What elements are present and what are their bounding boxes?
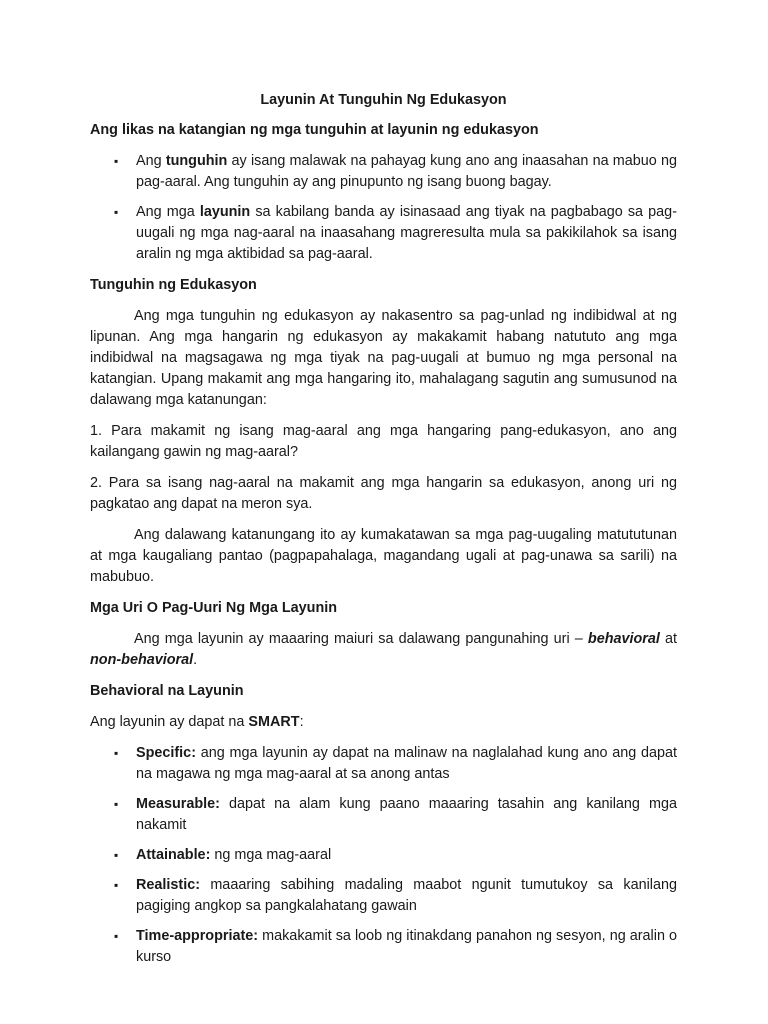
section-heading-behavioral: Behavioral na Layunin — [90, 683, 244, 699]
square-bullet-icon — [114, 875, 118, 897]
section-heading-mga-uri: Mga Uri O Pag-Uuri Ng Mga Layunin — [90, 600, 338, 616]
question-2: 2. Para sa isang nag-aaral na makamit ang mga hangarin sa edukasyon, anong uri ng pagkatao ang dapat na meron sya. — [90, 475, 677, 512]
square-bullet-icon — [114, 926, 118, 948]
question-1: 1. Para makamit ng isang mag-aaral ang mga hangaring pang-edukasyon, ano ang kailangang gawin ng mag-aaral? — [90, 423, 677, 460]
square-bullet-icon — [114, 845, 118, 867]
paragraph: Ang dalawang katanungang ito ay kumakatawan sa mga pag-uugaling matututunan at mga kaugaliang pantao (pagpapahalaga, magandang ugali at pag-unawa sa sarili) na mabubuo. — [90, 527, 677, 585]
bullet-list-definitions — [90, 151, 677, 265]
document-title: Layunin At Tunguhin Ng Edukasyon — [260, 92, 507, 108]
square-bullet-icon — [114, 743, 118, 765]
list-item: ▪ Ang mga layunin sa kabilang banda ay isinasaad ang tiyak na pagbabago sa pag-uugali ng mga nag-aaral na inaasahang magreresulta mula sa pakikilahok sa isang aralin ng mga aktibidad sa pag-aaral. — [90, 202, 677, 265]
list-item: ▪ Time-appropriate: makakamit sa loob ng itinakdang panahon ng sesyon, ng aralin o kurso — [90, 926, 677, 968]
section-heading-likas-na-katangian: Ang likas na katangian ng mga tunguhin at layunin ng edukasyon — [90, 122, 539, 138]
list-item: ▪ Specific: ang mga layunin ay dapat na malinaw na naglalahad kung ano ang dapat na magawa ng mga mag-aaral at sa anong antas — [90, 743, 677, 785]
square-bullet-icon — [114, 151, 118, 173]
section-heading-tunguhin: Tunguhin ng Edukasyon — [90, 277, 257, 293]
list-item: ▪ Measurable: dapat na alam kung paano maaaring tasahin ang kanilang mga nakamit — [90, 794, 677, 836]
square-bullet-icon — [114, 202, 118, 224]
list-item: ▪ Realistic: maaaring sabihing madaling maabot ngunit tumutukoy sa kanilang pagiging angkop sa pangkalahatang gawain — [90, 875, 677, 917]
square-bullet-icon — [114, 794, 118, 816]
document-page — [90, 90, 677, 978]
smart-intro: Ang layunin ay dapat na SMART: — [90, 714, 304, 730]
paragraph: Ang mga layunin ay maaaring maiuri sa dalawang pangunahing uri – behavioral at non-behavioral. — [90, 631, 678, 668]
paragraph: Ang mga tunguhin ng edukasyon ay nakasentro sa pag-unlad ng indibidwal at ng lipunan. Ang mga hangarin ng edukasyon ay makakamit habang natututo ang mga indibidwal na magsagawa ng mga tiyak na pag-uugali at bumuo ng mga personal na katangian. Upang makamit ang mga hangaring ito, mahalagang sagutin ang sumusunod na dalawang mga katanungan: — [90, 308, 677, 408]
list-item: ▪ Ang tunguhin ay isang malawak na pahayag kung ano ang inaasahan na mabuo ng pag-aaral. Ang tunguhin ay ang pinupunto ng isang buong bagay. — [90, 151, 677, 193]
list-item: ▪ Attainable: ng mga mag-aaral — [90, 845, 677, 866]
bullet-list-smart — [90, 743, 677, 968]
